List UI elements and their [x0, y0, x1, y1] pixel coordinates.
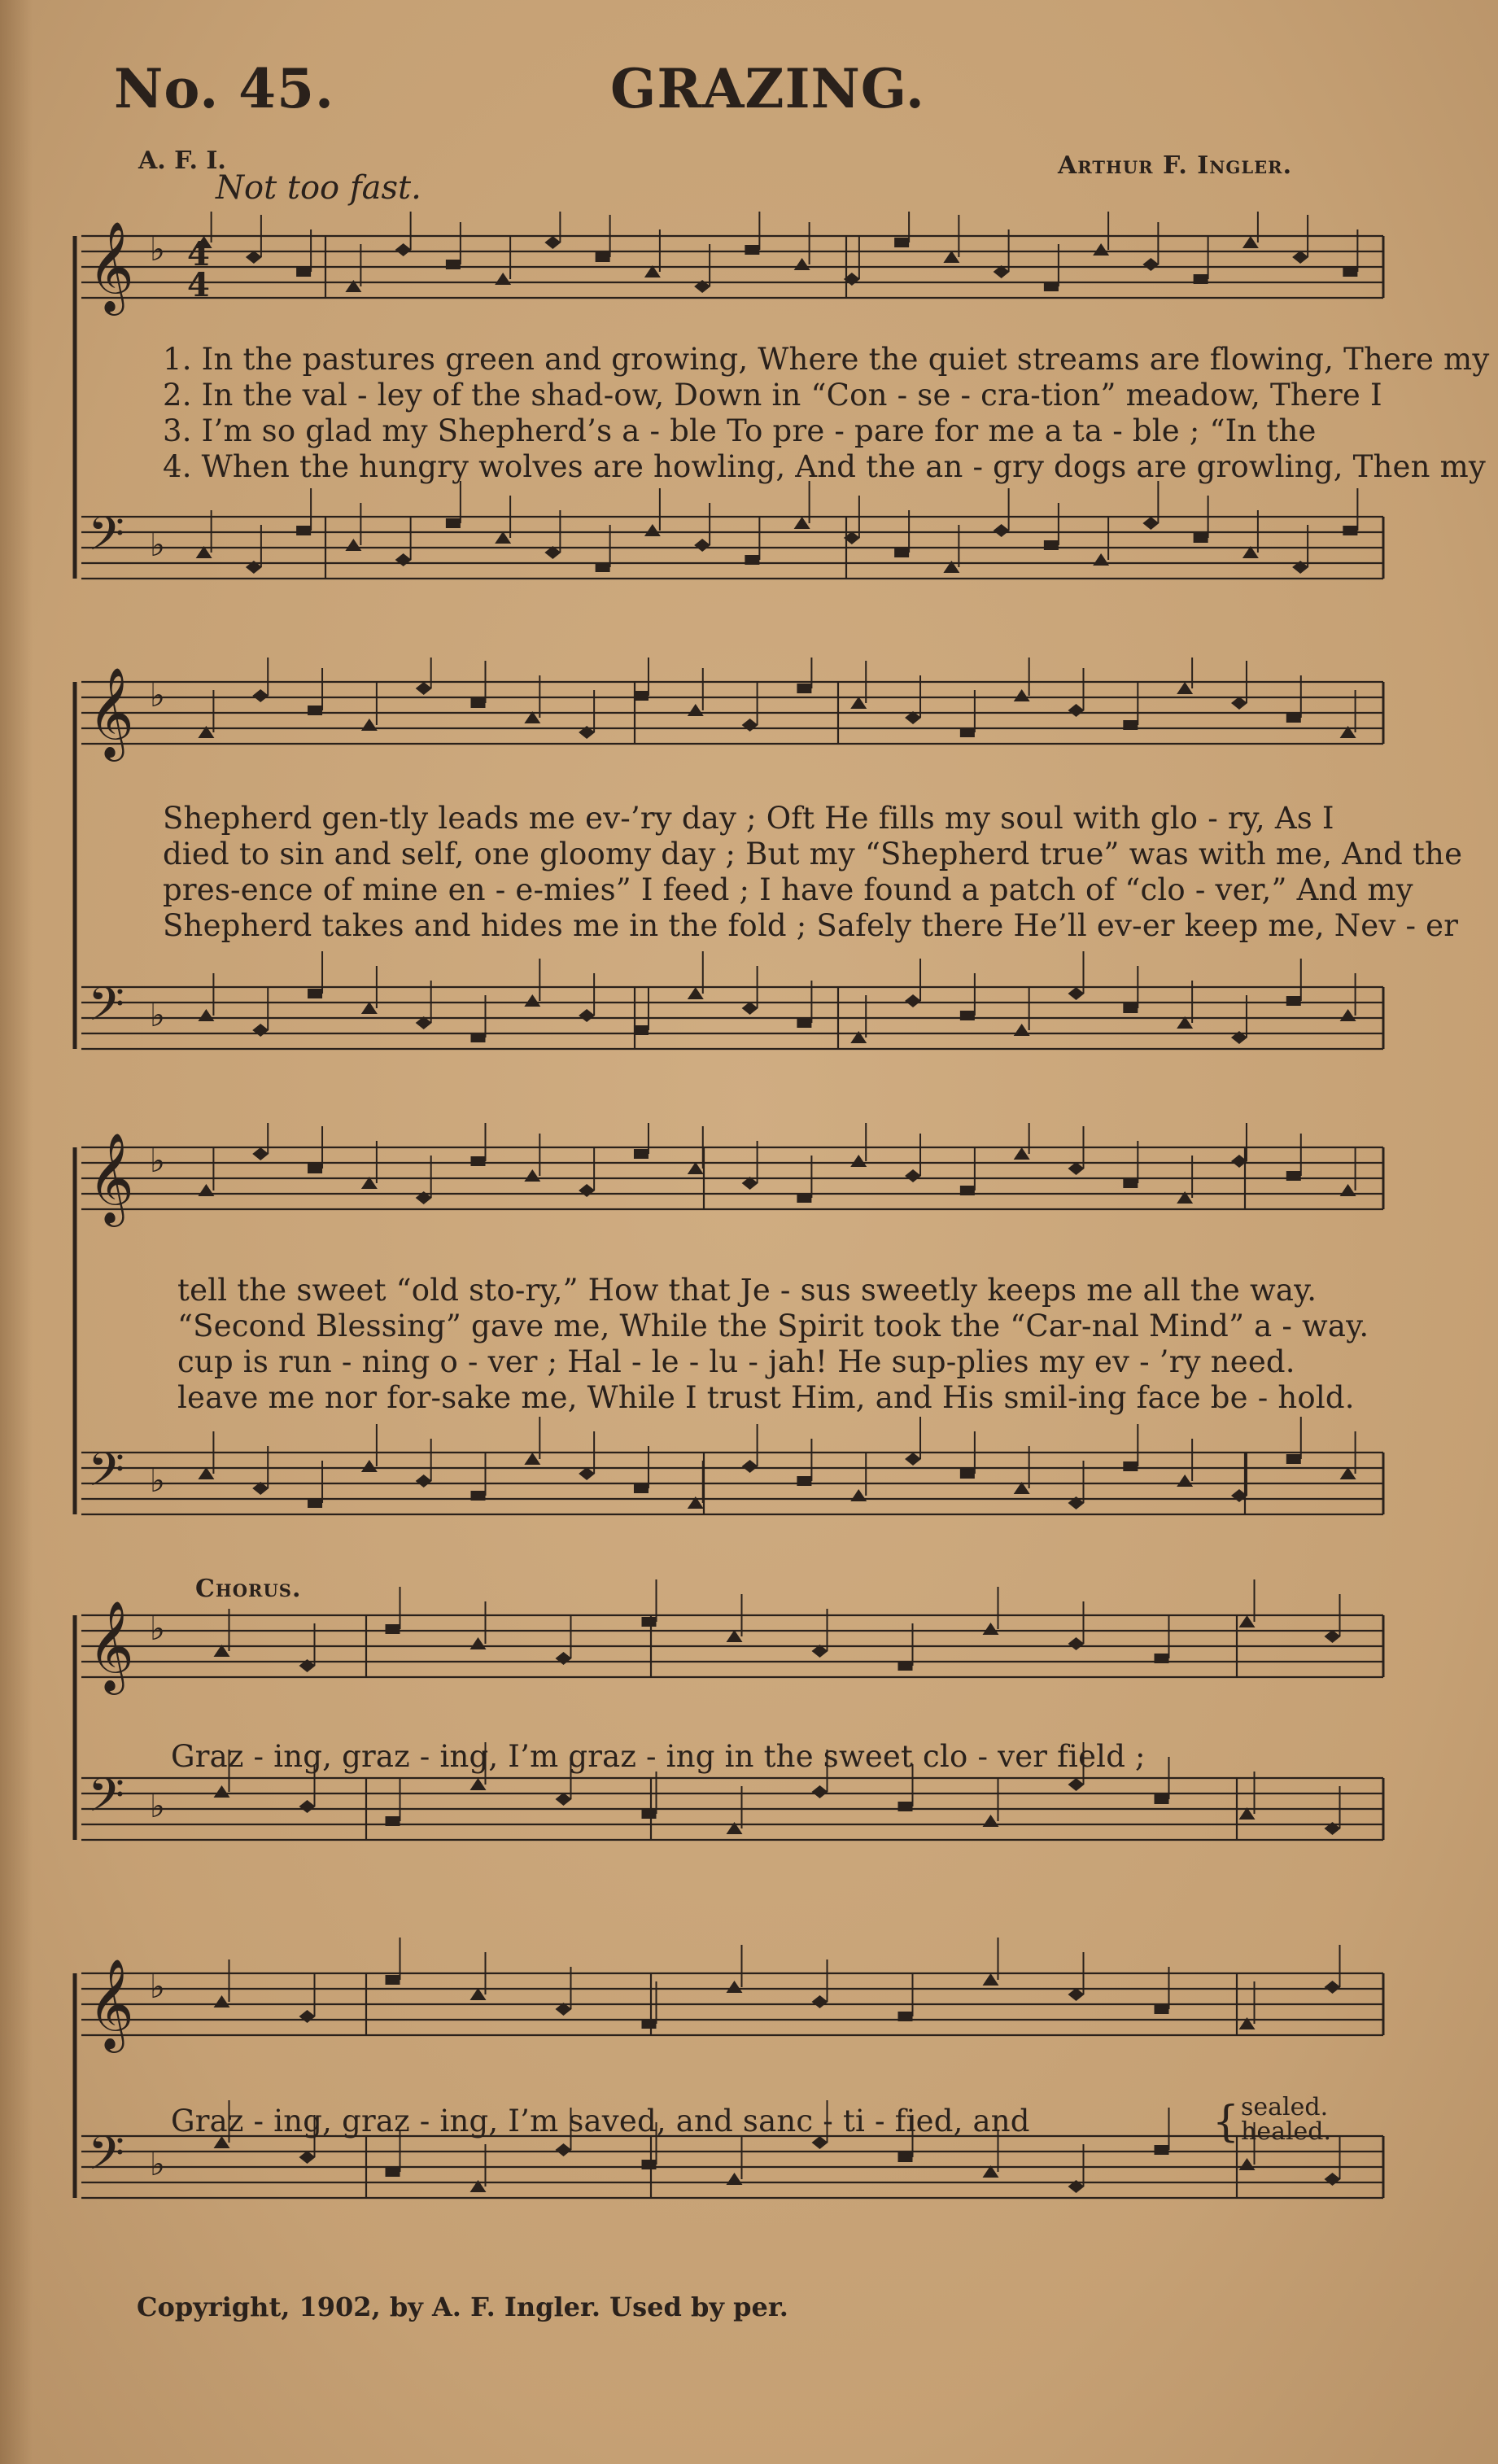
treble-clef-icon: 𝄞: [88, 666, 134, 758]
note-heads: [214, 1579, 1341, 1672]
bass-clef-icon: 𝄢: [88, 1767, 125, 1834]
bass-staff: [81, 1442, 1383, 1514]
chorus-line: Graz - ing, graz - ing, I’m graz - ing in the sweet clo - ver field ;: [171, 1739, 1146, 1774]
flat-key-signature-icon: ♭: [150, 997, 165, 1034]
time-signature-icon: 4: [187, 266, 210, 304]
verse-line: cup is run - ning o - ver ; Hal - le - lu - jah! He sup-plies my ev - ’ry need.: [177, 1344, 1295, 1379]
chorus-label: Chorus.: [195, 1575, 302, 1603]
tempo-marking: Not too fast.: [216, 169, 421, 207]
flat-key-signature-icon: ♭: [150, 2146, 165, 2183]
music-system-3: [0, 1123, 1498, 1562]
flat-key-signature-icon: ♭: [150, 231, 165, 269]
verse-line: Shepherd gen-tly leads me ev-’ry day ; Oft He fills my soul with glo - ry, As I: [163, 801, 1334, 836]
flat-key-signature-icon: ♭: [150, 1142, 165, 1180]
treble-staff: [81, 221, 1383, 316]
treble-staff: [81, 1600, 1383, 1695]
bass-staff: [81, 506, 1383, 579]
music-system-chorus-2: [0, 1933, 1498, 2283]
alt-word-top: sealed.: [1241, 2093, 1329, 2121]
note-heads: [198, 951, 1356, 1044]
note-heads: [214, 1938, 1341, 2029]
verse-line: 4. When the hungry wolves are howling, And the an - gry dogs are growling, Then my: [163, 449, 1487, 484]
flat-key-signature-icon: ♭: [150, 677, 165, 714]
alt-brace-icon: {: [1212, 2098, 1240, 2147]
treble-clef-icon: 𝄞: [88, 1958, 134, 2049]
chorus-line: Graz - ing, graz - ing, I’m saved, and sanc - ti - fied, and: [171, 2104, 1030, 2139]
bass-clef-icon: 𝄢: [88, 2125, 125, 2192]
verse-line: 3. I’m so glad my Shepherd’s a - ble To pre - pare for me a ta - ble ; “In the: [163, 413, 1317, 448]
verse-line: 2. In the val - ley of the shad-ow, Down in “Con - se - cra-tion” meadow, There I: [163, 378, 1382, 413]
bass-clef-icon: 𝄢: [88, 1442, 125, 1509]
treble-clef-icon: 𝄞: [88, 221, 134, 312]
treble-clef-icon: 𝄞: [88, 1132, 134, 1223]
treble-staff: [81, 666, 1383, 762]
hymn-number: No. 45.: [114, 57, 334, 120]
lyricist-credit: A. F. I.: [138, 146, 226, 175]
verse-line: pres-ence of mine en - e-mies” I feed ; I have found a patch of “clo - ver,” And my: [163, 872, 1413, 907]
treble-staff: [81, 1958, 1383, 2053]
copyright-notice: Copyright, 1902, by A. F. Ingler. Used by per.: [137, 2291, 788, 2322]
music-system-2: [0, 658, 1498, 1097]
flat-key-signature-icon: ♭: [150, 1788, 165, 1825]
treble-staff: [81, 1132, 1383, 1227]
verse-line: tell the sweet “old sto-ry,” How that Je - sus sweetly keeps me all the way.: [177, 1273, 1317, 1308]
verse-line: leave me nor for-sake me, While I trust Him, and His smil-ing face be - hold.: [177, 1380, 1355, 1415]
verse-line: died to sin and self, one gloomy day ; But my “Shepherd true” was with me, And the: [163, 837, 1463, 872]
time-signature-icon: 4: [187, 235, 210, 273]
hymn-title: GRAZING.: [610, 57, 925, 120]
verse-line: Shepherd takes and hides me in the fold ; Safely there He’ll ev-er keep me, Nev - er: [163, 908, 1459, 943]
music-system-1: [0, 212, 1498, 602]
bass-clef-icon: 𝄢: [88, 506, 125, 573]
bass-clef-icon: 𝄢: [88, 976, 125, 1043]
flat-key-signature-icon: ♭: [150, 1610, 165, 1648]
verse-line: “Second Blessing” gave me, While the Spirit took the “Car-nal Mind” a - way.: [177, 1308, 1369, 1343]
flat-key-signature-icon: ♭: [150, 526, 165, 564]
treble-clef-icon: 𝄞: [88, 1600, 134, 1691]
flat-key-signature-icon: ♭: [150, 1462, 165, 1500]
verse-line: 1. In the pastures green and growing, Where the quiet streams are flowing, There my: [163, 342, 1490, 377]
bass-staff: [81, 976, 1383, 1049]
music-system-chorus-1: [0, 1575, 1498, 1924]
note-heads: [198, 1417, 1356, 1509]
flat-key-signature-icon: ♭: [150, 1968, 165, 2006]
composer-credit: Arthur F. Ingler.: [1058, 151, 1293, 180]
note-heads: [196, 481, 1358, 574]
alt-word-bottom: healed.: [1241, 2117, 1332, 2146]
